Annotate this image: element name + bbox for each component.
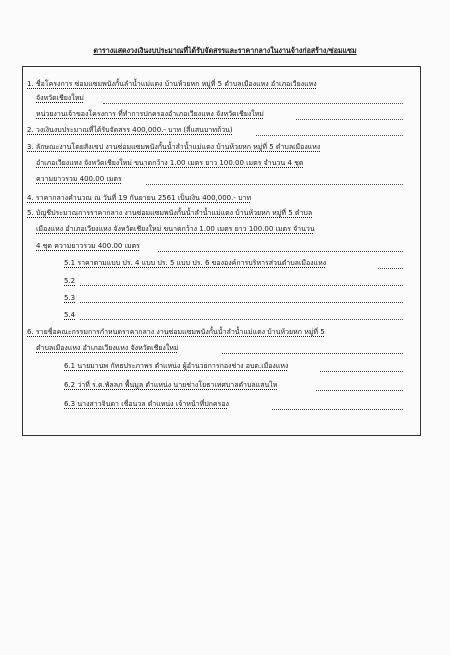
member-6-3-dots — [272, 409, 403, 410]
committee-location-dots — [222, 353, 403, 354]
work-summary-line: 3. ลักษณะงานโดยสังเขป งานซ่อมแซมพนังกั้นน้ำลำน้ำแม่แตง บ้านห้วยหก หมู่ที่ 5 ตำบลเมืองแหง — [27, 143, 321, 151]
item-5-4: 5.4 — [64, 311, 76, 319]
work-size-line: อำเภอเวียงแหง จังหวัดเชียงใหม่ ขนาดกว้าง 1.00 เมตร ยาว 100.00 เมตร จำนวน 4 ชุด — [36, 159, 304, 167]
item-5-1: 5.1 ราคาตามแบบ ปร. 4 แบบ ปร. 5 แบบ ปร. 6 ขององค์การบริหารส่วนตำบลเมืองแหง — [64, 259, 327, 267]
member-6-2-dots — [316, 390, 403, 391]
item-5-3: 5.3 — [64, 294, 76, 302]
estimate-length-dots — [158, 251, 403, 252]
estimate-size-line: เมืองแหง อำเภอเวียงแหง จังหวัดเชียงใหม่ ขนาดกว้าง 1.00 เมตร ยาว 100.00 เมตร จำนวน — [36, 225, 315, 233]
budget-line: 2. วงเงินงบประมาณที่ได้รับจัดสรร 400,000.- บาท (สี่แสนบาทถ้วน) — [27, 126, 233, 134]
project-province-line: จังหวัดเชียงใหม่ — [36, 94, 84, 102]
committee-location-line: ตำบลเมืองแหง อำเภอเวียงแหง จังหวัดเชียงใหม่ — [36, 344, 179, 352]
project-owner-line: หน่วยงานเจ้าของโครงการ ที่ทำการปกครองอำเภอเวียงแหง จังหวัดเชียงใหม่ — [36, 110, 264, 118]
project-name-line: 1. ชื่อโครงการ ซ่อมแซมพนังกั้นลำน้ำแม่แตง บ้านห้วยหก หมู่ที่ 5 ตำบลเมืองแหง อำเภอเวียงแหง — [27, 80, 317, 88]
member-6-1-dots — [320, 371, 403, 372]
document-title: ตารางแสดงวงเงินงบประมาณที่ได้รับจัดสรรและราคากลางในงานจ้างก่อสร้าง/ซ่อมแซม — [93, 46, 357, 55]
work-length-line: ความยาวรวม 400.00 เมตร — [36, 175, 122, 183]
member-6-1: 6.1 นายมานพ กัทธประภาพร ตำแหน่ง ผู้อำนวยการกองช่าง อบต.เมืองแหง — [64, 362, 289, 370]
committee-line: 6. รายชื่อคณะกรรมการกำหนดราคากลาง งานซ่อมแซมพนังกั้นน้ำลำน้ำแม่แตง บ้านห้วยหก หมู่ที่ 5 — [27, 328, 325, 336]
item-5-4-dots — [80, 319, 403, 320]
member-6-2: 6.2 ว่าที่ ร.ต.พัลลภ พื้นมูล ตำแหน่ง นายช่างโยธาเทศบาลตำบลแสนไห — [64, 381, 278, 389]
item-5-2: 5.2 — [64, 277, 76, 285]
budget-dots — [256, 135, 403, 136]
median-price-line: 4. ราคากลางคำนวณ ณ วันที่ 19 กันยายน 2561 เป็นเงิน 400,000.- บาท — [27, 194, 252, 202]
project-province-dots — [103, 103, 403, 104]
item-5-2-dots — [80, 285, 403, 286]
estimate-length-line: 4 ชุด ความยาวรวม 400.00 เมตร — [36, 242, 140, 250]
item-5-1-dots — [378, 268, 403, 269]
member-6-3: 6.3 นางสาวจินดา เชื่อนวล ตำแหน่ง เจ้าหน้าที่ปกครอง — [64, 400, 229, 408]
project-owner-dots — [296, 119, 403, 120]
estimate-list-line: 5. บัญชีประมาณการราคากลาง งานซ่อมแซมพนังกั้นน้ำลำน้ำแม่แตง บ้านห้วยหก หมู่ที่ 5 ตำบล — [27, 209, 313, 217]
work-length-dots — [146, 184, 403, 185]
item-5-3-dots — [80, 302, 403, 303]
